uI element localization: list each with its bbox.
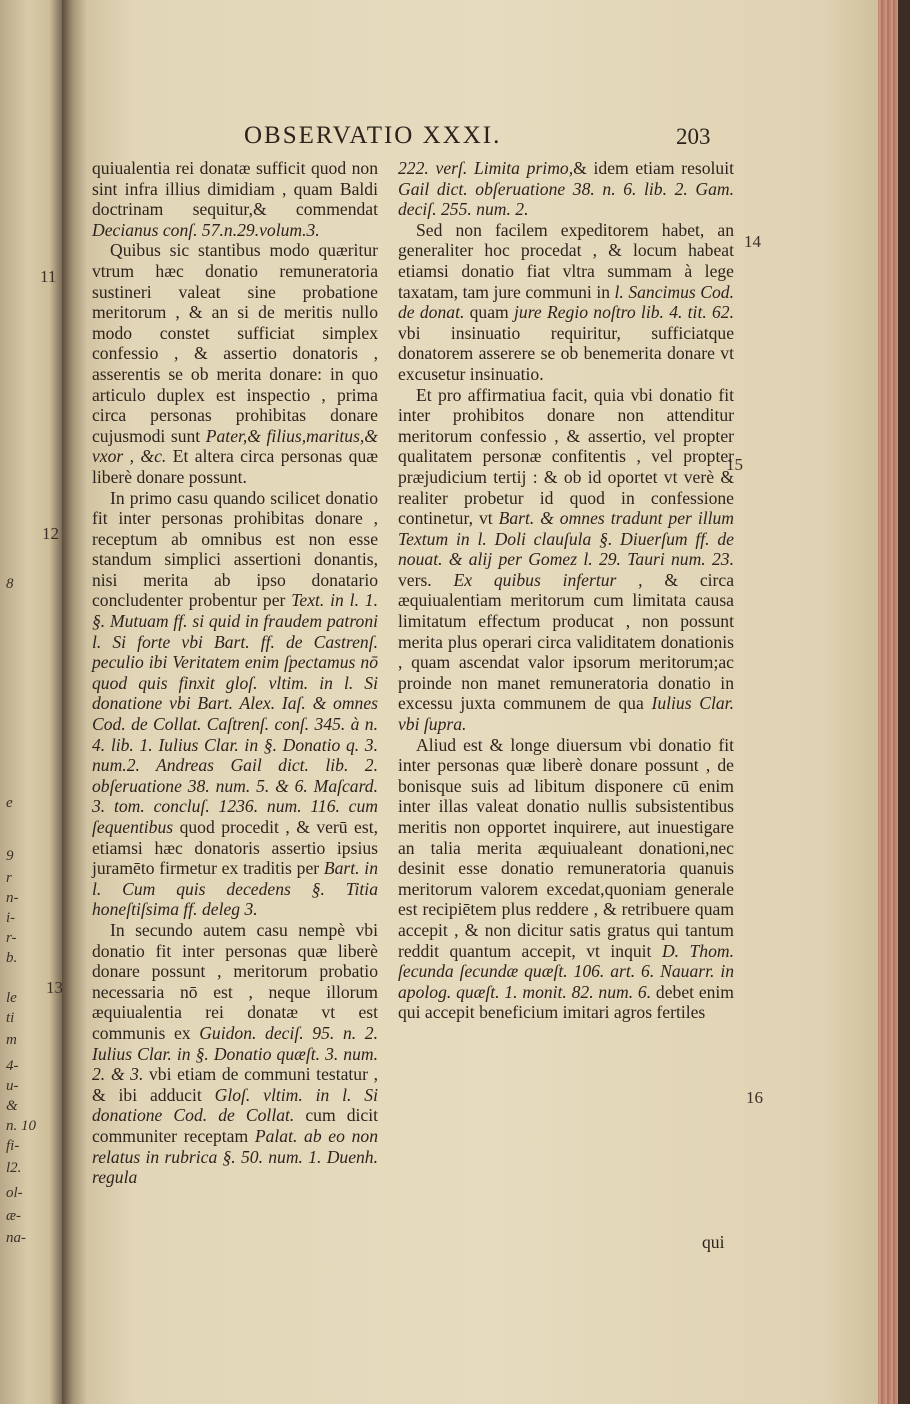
gutter-fragment: i- — [6, 910, 16, 926]
running-title: OBSERVATIO XXXI. — [244, 122, 502, 149]
book-spine — [62, 0, 88, 1404]
gutter-fragment: u- — [6, 1078, 19, 1094]
left-text-column — [92, 158, 378, 1188]
margin-number: 14 — [744, 232, 761, 251]
gutter-fragment: n. 10 — [6, 1118, 36, 1134]
paragraph: 222. verſ. Limita primo,& idem etiam resoluit Gail dict. obſeruatione 38. n. 6. lib. 2. Gam. deciſ. 255. num. 2. — [398, 158, 734, 220]
paragraph: In primo casu quando scilicet donatio fit inter personas prohibitas donare , receptum ab omnibus est non esse standum simplici assertioni donantis, nisi merita ab ipso donatario concludenter probentur per Text. in l. 1. §. Mutuam ff. si quid in fraudem patroni l. Si forte vbi Bart. ff. de Castrenſ. peculio ibi Veritatem enim ſpectamus nō quod quis finxit gloſ. vltim. in l. Si donatione vbi Bart. Alex. Iaſ. & omnes Cod. de Collat. Caſtrenſ. conſ. 345. à n. 4. lib. 1. Iulius Clar. in §. Donatio q. 3. num.2. Andreas Gail dict. lib. 2. obſeruatione 38. num. 5. & 6. Maſcard. 3. tom. concluſ. 1236. num. 116. cum ſequentibus quod procedit , & verū est, etiamsi hæc donatoris assertio ipsius juramēto firmetur ex traditis per Bart. in l. Cum quis decedens §. Titia honeſtiſsima ff. deleg 3. — [92, 487, 379, 920]
gutter-fragment: 8 — [6, 576, 14, 592]
gutter-fragment: m — [6, 1032, 17, 1048]
margin-number: 12 — [42, 524, 59, 543]
facing-page-edge — [0, 0, 62, 1404]
paragraph: Quibus sic stantibus modo quæritur vtrum hæc donatio remuneratoria sustineri valeat sine probatione meritorum , & an si de meritis nullo modo constet sufficiat simplex confessio , & assertio donatoris , asserentis se ob merita donare: in quo articulo duplex est inspectio , prima circa personas prohibitas donare cujusmodi sunt Pater,& filius,maritus,& vxor , &c. Et altera circa personas quæ liberè donare possunt. — [92, 240, 378, 487]
gutter-fragment: æ- — [6, 1208, 21, 1224]
gutter-fragment: ol- — [6, 1185, 23, 1201]
gutter-fragment: r — [6, 870, 12, 886]
catchword: qui — [702, 1232, 725, 1252]
gutter-fragment: fi- — [6, 1138, 20, 1154]
gutter-fragment: le — [6, 990, 17, 1006]
background-edge — [898, 0, 910, 1404]
gutter-fragment: n- — [6, 890, 19, 906]
paragraph: Et pro affirmatiua facit, quia vbi donatio fit inter prohibitos donare non attenditur meritorum confessio , & assertio, vel propter qualitatem personæ confitentis , vel propter præjudicium tertij : & ob id oportet vt verè & realiter probetur id quod in confessione continetur, vt Bart. & omnes tradunt per illum Textum in l. Doli clauſula §. Diuerſum ff. de nouat. & alij per Gomez l. 29. Tauri num. 23. vers. Ex quibus infertur , & circa æquiualentiam meritorum cum limitata causa limitatum effectum producat , non possunt merita plus operari circa validitatem donationis , quam ascendat valor ipsorum meritorum;ac proinde non manet remuneratoria donatio in excessu juxta communem de qua Iulius Clar. vbi ſupra. — [398, 384, 734, 735]
margin-number: 16 — [746, 1088, 763, 1107]
gutter-fragment: na- — [6, 1230, 26, 1246]
right-text-column — [398, 158, 734, 1023]
gutter-fragment: 9 — [6, 848, 14, 864]
paragraph: Sed non facilem expeditorem habet, an generaliter hoc procedat , & locum habeat etiamsi donatio fiat vltra summam à lege taxatam, tam jure communi in l. Sancimus Cod. de donat. quam jure Regio noſtro lib. 4. tit. 62. vbi insinuatio requiritur, sufficiatque donatorem asserere se ob benemerita donare vt excusetur insinuatio. — [398, 219, 735, 384]
margin-number: 13 — [46, 978, 63, 997]
running-header — [0, 118, 910, 154]
gutter-fragment: e — [6, 795, 13, 811]
margin-number: 15 — [726, 455, 743, 474]
gutter-fragment: r- — [6, 930, 17, 946]
margin-number: 11 — [40, 267, 57, 286]
gutter-fragment: ti — [6, 1010, 15, 1026]
page-number: 203 — [676, 124, 711, 149]
paragraph: In secundo autem casu nempè vbi donatio fit inter personas quæ liberè donare possunt , meritorum probatio necessaria nō est , neque illorum æquiualentia rei donatæ vt est communis ex Guidon. deciſ. 95. n. 2. Iulius Clar. in §. Donatio quæſt. 3. num. 2. & 3. vbi etiam de communi testatur , & ibi adducit Gloſ. vltim. in l. Si donatione Cod. de Collat. cum dicit communiter receptam Palat. ab eo non relatus in rubrica §. 50. num. 1. Duenh. regula — [92, 919, 378, 1188]
paragraph: quiualentia rei donatæ sufficit quod non sint infra illius dimidiam , quam Baldi doctrinam sequitur,& commendat Decianus conſ. 57.n.29.volum.3. — [92, 158, 378, 240]
gutter-fragment: & — [6, 1098, 18, 1114]
paragraph: Aliud est & longe diuersum vbi donatio fit inter personas quæ liberè donare possunt , de bonisque suis ad libitum disponere cū enim inter illas valeat donatio nullis subsistentibus meritis non opportet inquirere, aut inuestigare an talia merita æquiualeant donationi,nec desinit esse donatio remuneratoria quanuis meritorum valorem excedat,quoniam generale est recipiētem plus reddere , & retribuere quam accepit , & non dicitur satis gratus qui tantum reddit quantum accepit, vt inquit D. Thom. ſecunda ſecundæ quæſt. 106. art. 6. Nauarr. in apolog. quæſt. 1. monit. 82. num. 6. debet enim qui accepit beneficium imitari agros fertiles — [398, 734, 734, 1023]
gutter-fragment: 4- — [6, 1058, 19, 1074]
gutter-fragment: l2. — [6, 1160, 22, 1176]
gutter-fragment: b. — [6, 950, 18, 966]
